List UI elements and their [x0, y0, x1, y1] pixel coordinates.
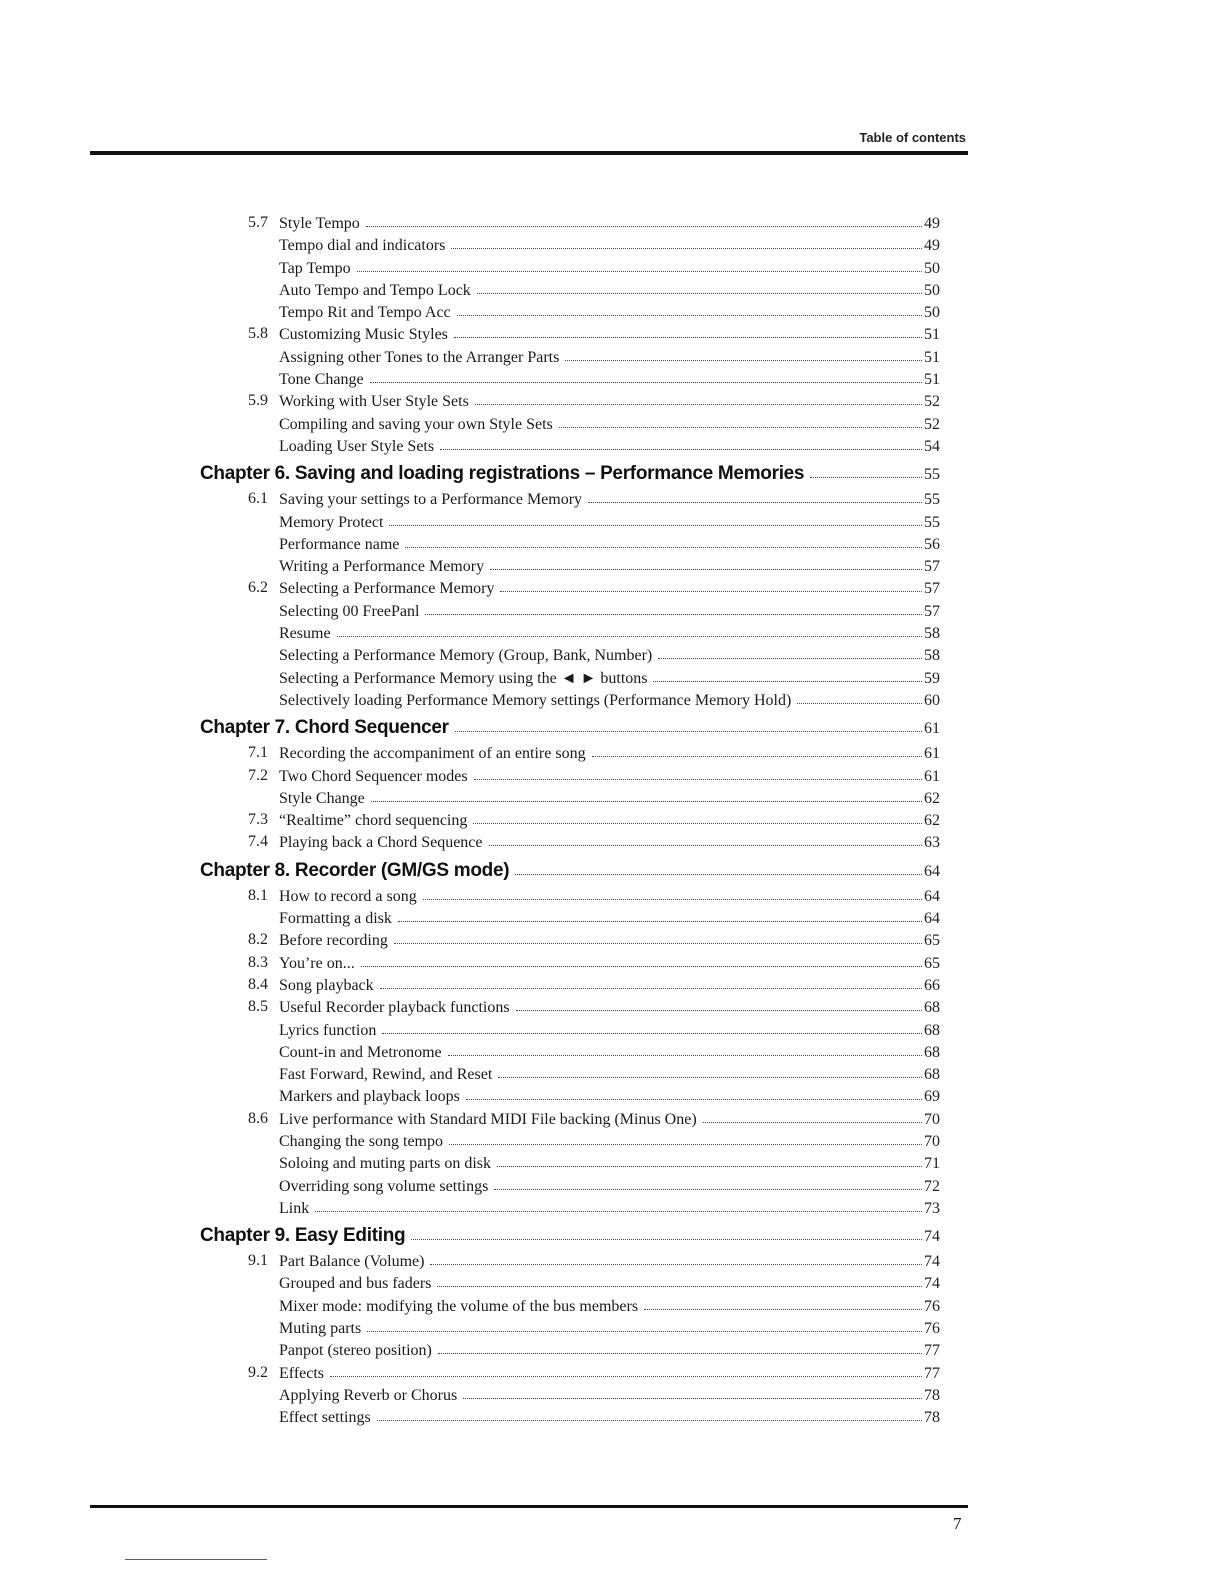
- toc-entry-line: [279, 1130, 940, 1153]
- toc-entry-line: [279, 301, 940, 324]
- toc-entry-label: Markers and playback loops: [279, 1088, 460, 1106]
- toc-entry-page: 62: [924, 789, 940, 807]
- dot-leader: [361, 951, 922, 967]
- dot-leader: [477, 278, 922, 294]
- toc-entry-label: Tempo dial and indicators: [279, 237, 446, 255]
- toc-subsection-entry[interactable]: [0, 301, 1224, 323]
- toc-subsection-entry[interactable]: [0, 1197, 1224, 1219]
- dot-leader: [437, 1271, 922, 1287]
- toc-entry-line: [279, 644, 940, 667]
- dot-leader: [423, 884, 922, 900]
- toc-entry-line: [279, 1152, 940, 1175]
- toc-entry-line: [279, 511, 940, 534]
- toc-entry-page: 68: [924, 999, 940, 1017]
- toc-entry-label: Recording the accompaniment of an entire song: [279, 745, 586, 763]
- dot-leader: [440, 434, 922, 450]
- toc-entry-page: 50: [924, 281, 940, 299]
- toc-entry-line: [279, 600, 940, 623]
- toc-subsection-entry[interactable]: [0, 1339, 1224, 1361]
- toc-entry-line: [200, 711, 940, 745]
- toc-entry-number: 9.2: [248, 1363, 268, 1381]
- toc-entry-line: [279, 1250, 940, 1273]
- dot-leader: [405, 532, 922, 548]
- toc-entry-number: 5.9: [248, 392, 268, 410]
- toc-section-entry[interactable]: [0, 577, 1224, 599]
- dot-leader: [658, 643, 922, 659]
- toc-entry-page: 78: [924, 1386, 940, 1404]
- toc-section-entry[interactable]: [0, 996, 1224, 1018]
- dot-leader: [490, 554, 922, 570]
- toc-entry-line: [279, 1197, 940, 1220]
- toc-entry-page: 74: [924, 1228, 940, 1246]
- toc-entry-label: Auto Tempo and Tempo Lock: [279, 281, 471, 299]
- toc-entry-line: [279, 996, 940, 1019]
- table-of-contents: [0, 212, 1224, 1429]
- toc-entry-page: 52: [924, 415, 940, 433]
- toc-subsection-entry[interactable]: [0, 1317, 1224, 1339]
- toc-entry-page: 51: [924, 348, 940, 366]
- toc-entry-page: 64: [924, 887, 940, 905]
- toc-entry-page: 51: [924, 371, 940, 389]
- toc-entry-number: 8.5: [248, 998, 268, 1016]
- toc-entry-label: Fast Forward, Rewind, and Reset: [279, 1066, 493, 1084]
- toc-entry-page: 61: [924, 720, 940, 738]
- toc-entry-page: 51: [924, 326, 940, 344]
- running-header-title: Table of contents: [859, 130, 966, 145]
- toc-entry-label: Useful Recorder playback functions: [279, 999, 510, 1017]
- dot-leader: [370, 367, 922, 383]
- toc-entry-line: [279, 1019, 940, 1042]
- toc-entry-line: [279, 1063, 940, 1086]
- toc-chapter-entry[interactable]: [0, 457, 1224, 488]
- toc-entry-page: 69: [924, 1088, 940, 1106]
- toc-entry-page: 77: [924, 1364, 940, 1382]
- toc-entry-page: 60: [924, 691, 940, 709]
- toc-entry-page: 57: [924, 580, 940, 598]
- toc-entry-label: Resume: [279, 625, 331, 643]
- toc-entry-line: [279, 809, 940, 832]
- toc-entry-line: [279, 1041, 940, 1064]
- toc-entry-page: 61: [924, 745, 940, 763]
- toc-entry-line: [279, 907, 940, 930]
- toc-entry-page: 57: [924, 558, 940, 576]
- toc-section-entry[interactable]: [0, 929, 1224, 951]
- toc-entry-line: [279, 1295, 940, 1318]
- toc-entry-page: 61: [924, 767, 940, 785]
- toc-entry-line: [279, 1272, 940, 1295]
- toc-entry-label: Before recording: [279, 932, 388, 950]
- toc-entry-page: 57: [924, 602, 940, 620]
- toc-entry-label: Style Change: [279, 789, 365, 807]
- toc-entry-label: Playing back a Chord Sequence: [279, 834, 483, 852]
- toc-subsection-entry[interactable]: [0, 1085, 1224, 1107]
- dot-leader: [377, 1405, 922, 1421]
- toc-entry-page: 70: [924, 1132, 940, 1150]
- toc-subsection-entry[interactable]: [0, 1272, 1224, 1294]
- toc-section-entry[interactable]: [0, 952, 1224, 974]
- toc-entry-line: [279, 765, 940, 788]
- dot-leader: [474, 764, 922, 780]
- toc-entry-line: [279, 346, 940, 369]
- toc-entry-page: 55: [924, 466, 940, 484]
- toc-entry-label: Assigning other Tones to the Arranger Parts: [279, 348, 560, 366]
- toc-subsection-entry[interactable]: [0, 435, 1224, 457]
- toc-entry-line: [279, 1362, 940, 1385]
- dot-leader: [475, 389, 922, 405]
- toc-entry-label: How to record a song: [279, 887, 417, 905]
- toc-entry-number: 8.6: [248, 1109, 268, 1127]
- toc-entry-label: Style Tempo: [279, 215, 360, 232]
- toc-subsection-entry[interactable]: [0, 1130, 1224, 1152]
- toc-entry-number: 5.8: [248, 325, 268, 343]
- dot-leader: [559, 412, 922, 428]
- toc-entry-line: [200, 1219, 940, 1253]
- toc-entry-line: [279, 1085, 940, 1108]
- toc-entry-page: 49: [924, 215, 940, 232]
- toc-entry-page: 66: [924, 976, 940, 994]
- toc-entry-page: 74: [924, 1253, 940, 1271]
- toc-entry-line: [279, 323, 940, 346]
- dot-leader: [592, 741, 922, 757]
- toc-entry-number: 9.1: [248, 1252, 268, 1270]
- toc-entry-label: Selecting a Performance Memory using the ◄ ► buttons: [279, 669, 648, 687]
- toc-entry-line: [279, 667, 940, 690]
- toc-entry-line: [279, 974, 940, 997]
- toc-entry-label: Effects: [279, 1364, 325, 1382]
- toc-entry-line: [279, 929, 940, 952]
- toc-entry-line: [279, 413, 940, 436]
- toc-entry-label: Panpot (stereo position): [279, 1342, 432, 1360]
- toc-entry-label: Part Balance (Volume): [279, 1253, 425, 1271]
- toc-section-entry[interactable]: [0, 765, 1224, 787]
- toc-subsection-entry[interactable]: [0, 346, 1224, 368]
- toc-entry-number: 7.4: [248, 833, 268, 851]
- toc-entry-page: 58: [924, 647, 940, 665]
- dot-leader: [366, 211, 922, 227]
- toc-subsection-entry[interactable]: [0, 368, 1224, 390]
- toc-section-entry[interactable]: [0, 885, 1224, 907]
- dot-leader: [382, 1018, 922, 1034]
- toc-entry-page: 76: [924, 1320, 940, 1338]
- toc-entry-label: Formatting a disk: [279, 910, 392, 928]
- toc-entry-line: [279, 533, 940, 556]
- toc-entry-label: Performance name: [279, 535, 400, 553]
- toc-entry-page: 49: [924, 237, 940, 255]
- toc-subsection-entry[interactable]: [0, 234, 1224, 256]
- toc-subsection-entry[interactable]: [0, 622, 1224, 644]
- toc-entry-label: Grouped and bus faders: [279, 1275, 432, 1293]
- dot-leader: [430, 1249, 922, 1265]
- toc-entry-line: [279, 212, 940, 235]
- toc-entry-label: Song playback: [279, 976, 374, 994]
- dot-leader: [500, 576, 922, 592]
- toc-entry-page: 77: [924, 1342, 940, 1360]
- toc-entry-number: 5.7: [248, 214, 268, 231]
- toc-subsection-entry[interactable]: [0, 1152, 1224, 1174]
- toc-entry-line: [279, 488, 940, 511]
- dot-leader: [457, 300, 922, 316]
- toc-entry-line: [279, 390, 940, 413]
- toc-entry-line: [279, 787, 940, 810]
- toc-entry-label: Two Chord Sequencer modes: [279, 767, 468, 785]
- toc-entry-page: 52: [924, 393, 940, 411]
- toc-entry-line: [279, 952, 940, 975]
- toc-entry-line: [279, 689, 940, 712]
- dot-leader: [357, 256, 922, 272]
- toc-subsection-entry[interactable]: [0, 1295, 1224, 1317]
- toc-subsection-entry[interactable]: [0, 644, 1224, 666]
- toc-entry-label: Selectively loading Performance Memory settings (Performance Memory Hold): [279, 691, 792, 709]
- toc-entry-label: Tap Tempo: [279, 259, 351, 277]
- dot-leader: [448, 1040, 922, 1056]
- dot-leader: [588, 487, 922, 503]
- toc-entry-page: 72: [924, 1177, 940, 1195]
- toc-entry-number: 7.2: [248, 766, 268, 784]
- toc-entry-page: 56: [924, 535, 940, 553]
- scan-edge-line: [125, 1559, 267, 1560]
- toc-entry-label: Link: [279, 1199, 310, 1217]
- toc-section-entry[interactable]: [0, 488, 1224, 510]
- toc-entry-label: Count-in and Metronome: [279, 1043, 442, 1061]
- toc-subsection-entry[interactable]: [0, 511, 1224, 533]
- page-number: 7: [953, 1514, 962, 1533]
- toc-entry-page: 68: [924, 1021, 940, 1039]
- toc-entry-label: Live performance with Standard MIDI File backing (Minus One): [279, 1110, 697, 1128]
- toc-entry-label: “Realtime” chord sequencing: [279, 812, 468, 830]
- toc-entry-line: [279, 885, 940, 908]
- toc-entry-label: Memory Protect: [279, 513, 384, 531]
- dot-leader: [411, 1222, 922, 1240]
- dot-leader: [463, 1383, 922, 1399]
- toc-subsection-entry[interactable]: [0, 689, 1224, 711]
- toc-chapter-entry[interactable]: [0, 711, 1224, 742]
- toc-entry-label: Selecting a Performance Memory: [279, 580, 495, 598]
- toc-entry-number: 8.1: [248, 886, 268, 904]
- toc-entry-line: [279, 435, 940, 458]
- toc-entry-label: Applying Reverb or Chorus: [279, 1386, 458, 1404]
- toc-entry-page: 58: [924, 625, 940, 643]
- toc-entry-page: 50: [924, 259, 940, 277]
- toc-entry-line: [279, 1406, 940, 1429]
- dot-leader: [703, 1107, 922, 1123]
- toc-entry-page: 76: [924, 1297, 940, 1315]
- toc-entry-page: 71: [924, 1155, 940, 1173]
- dot-leader: [653, 666, 922, 682]
- toc-entry-page: 64: [924, 862, 940, 880]
- toc-entry-label: Selecting 00 FreePanl: [279, 602, 420, 620]
- header-rule: [90, 151, 968, 155]
- toc-entry-label: Changing the song tempo: [279, 1132, 443, 1150]
- toc-entry-label: Soloing and muting parts on disk: [279, 1155, 491, 1173]
- dot-leader: [473, 808, 922, 824]
- dot-leader: [455, 714, 922, 732]
- dot-leader: [515, 857, 922, 875]
- toc-entry-line: [279, 742, 940, 765]
- toc-entry-page: 65: [924, 932, 940, 950]
- footer-rule: [90, 1505, 968, 1508]
- toc-entry-number: 8.4: [248, 975, 268, 993]
- toc-subsection-entry[interactable]: [0, 667, 1224, 689]
- toc-entry-number: 6.1: [248, 490, 268, 508]
- toc-entry-page: 64: [924, 910, 940, 928]
- toc-entry-number: 7.1: [248, 744, 268, 762]
- toc-entry-line: [279, 1384, 940, 1407]
- toc-chapter-entry[interactable]: [0, 1219, 1224, 1250]
- toc-section-entry[interactable]: [0, 323, 1224, 345]
- toc-entry-label: Chapter 9. Easy Editing: [200, 1225, 406, 1247]
- toc-subsection-entry[interactable]: [0, 279, 1224, 301]
- toc-entry-page: 68: [924, 1066, 940, 1084]
- toc-entry-page: 73: [924, 1199, 940, 1217]
- toc-entry-label: Chapter 7. Chord Sequencer: [200, 717, 449, 739]
- toc-entry-line: [279, 257, 940, 280]
- toc-entry-page: 59: [924, 669, 940, 687]
- toc-entry-number: 6.2: [248, 579, 268, 597]
- dot-leader: [489, 830, 923, 846]
- toc-entry-line: [279, 622, 940, 645]
- toc-entry-number: 8.3: [248, 953, 268, 971]
- toc-subsection-entry[interactable]: [0, 787, 1224, 809]
- toc-entry-line: [279, 279, 940, 302]
- toc-entry-number: 7.3: [248, 811, 268, 829]
- toc-section-entry[interactable]: [0, 390, 1224, 412]
- toc-entry-label: Writing a Performance Memory: [279, 558, 485, 576]
- toc-entry-line: [279, 1339, 940, 1362]
- toc-entry-page: 65: [924, 954, 940, 972]
- toc-entry-page: 63: [924, 834, 940, 852]
- dot-leader: [367, 1316, 922, 1332]
- toc-entry-page: 78: [924, 1409, 940, 1427]
- toc-entry-page: 50: [924, 304, 940, 322]
- toc-entry-label: You’re on...: [279, 954, 355, 972]
- toc-section-entry[interactable]: [0, 1250, 1224, 1272]
- dot-leader: [425, 599, 922, 615]
- toc-entry-line: [279, 555, 940, 578]
- toc-section-entry[interactable]: [0, 831, 1224, 853]
- toc-entry-label: Tone Change: [279, 371, 364, 389]
- dot-leader: [466, 1084, 922, 1100]
- dot-leader: [565, 345, 922, 361]
- dot-leader: [454, 322, 922, 338]
- dot-leader: [380, 973, 922, 989]
- toc-entry-line: [279, 234, 940, 257]
- toc-chapter-entry[interactable]: [0, 854, 1224, 885]
- dot-leader: [315, 1196, 922, 1212]
- toc-section-entry[interactable]: [0, 742, 1224, 764]
- dot-leader: [797, 688, 922, 704]
- toc-entry-line: [279, 1175, 940, 1198]
- toc-subsection-entry[interactable]: [0, 1019, 1224, 1041]
- toc-entry-label: Compiling and saving your own Style Sets: [279, 415, 553, 433]
- toc-entry-line: [279, 577, 940, 600]
- toc-entry-page: 55: [924, 513, 940, 531]
- toc-section-entry[interactable]: [0, 1108, 1224, 1130]
- toc-section-entry[interactable]: [0, 1362, 1224, 1384]
- dot-leader: [389, 510, 922, 526]
- toc-subsection-entry[interactable]: [0, 555, 1224, 577]
- dot-leader: [451, 233, 922, 249]
- toc-subsection-entry[interactable]: [0, 413, 1224, 435]
- dot-leader: [449, 1129, 922, 1145]
- toc-entry-line: [279, 831, 940, 854]
- toc-section-entry[interactable]: [0, 212, 1224, 234]
- dot-leader: [497, 1151, 922, 1167]
- dot-leader: [398, 906, 922, 922]
- dot-leader: [438, 1338, 922, 1354]
- toc-section-entry[interactable]: [0, 974, 1224, 996]
- toc-subsection-entry[interactable]: [0, 257, 1224, 279]
- toc-entry-line: [200, 457, 940, 491]
- toc-entry-label: Chapter 8. Recorder (GM/GS mode): [200, 859, 510, 881]
- toc-entry-page: 54: [924, 437, 940, 455]
- toc-entry-label: Tempo Rit and Tempo Acc: [279, 304, 451, 322]
- toc-entry-page: 70: [924, 1110, 940, 1128]
- toc-subsection-entry[interactable]: [0, 1406, 1224, 1428]
- dot-leader: [644, 1294, 922, 1310]
- dot-leader: [337, 621, 922, 637]
- dot-leader: [371, 786, 922, 802]
- dot-leader: [330, 1361, 922, 1377]
- dot-leader: [394, 928, 922, 944]
- dot-leader: [516, 995, 922, 1011]
- toc-subsection-entry[interactable]: [0, 533, 1224, 555]
- toc-entry-label: Muting parts: [279, 1320, 362, 1338]
- dot-leader: [494, 1174, 922, 1190]
- toc-entry-page: 55: [924, 491, 940, 509]
- toc-entry-page: 68: [924, 1043, 940, 1061]
- toc-section-entry[interactable]: [0, 809, 1224, 831]
- toc-entry-line: [279, 368, 940, 391]
- toc-entry-label: Mixer mode: modifying the volume of the bus members: [279, 1297, 639, 1315]
- toc-entry-line: [279, 1108, 940, 1131]
- toc-entry-label: Saving your settings to a Performance Memory: [279, 491, 583, 509]
- toc-entry-label: Lyrics function: [279, 1021, 377, 1039]
- toc-entry-label: Chapter 6. Saving and loading registrations – Performance Memories: [200, 463, 805, 485]
- toc-subsection-entry[interactable]: [0, 1175, 1224, 1197]
- toc-subsection-entry[interactable]: [0, 907, 1224, 929]
- toc-entry-label: Working with User Style Sets: [279, 393, 469, 411]
- toc-entry-line: [200, 854, 940, 888]
- toc-entry-label: Overriding song volume settings: [279, 1177, 489, 1195]
- toc-entry-label: Customizing Music Styles: [279, 326, 448, 344]
- toc-entry-page: 74: [924, 1275, 940, 1293]
- toc-entry-page: 62: [924, 812, 940, 830]
- toc-entry-number: 8.2: [248, 931, 268, 949]
- toc-entry-label: Loading User Style Sets: [279, 437, 435, 455]
- toc-entry-line: [279, 1317, 940, 1340]
- toc-subsection-entry[interactable]: [0, 1041, 1224, 1063]
- toc-entry-label: Selecting a Performance Memory (Group, Bank, Number): [279, 647, 653, 665]
- dot-leader: [810, 460, 922, 478]
- toc-subsection-entry[interactable]: [0, 600, 1224, 622]
- toc-subsection-entry[interactable]: [0, 1384, 1224, 1406]
- dot-leader: [498, 1062, 922, 1078]
- toc-entry-label: Effect settings: [279, 1409, 371, 1427]
- toc-subsection-entry[interactable]: [0, 1063, 1224, 1085]
